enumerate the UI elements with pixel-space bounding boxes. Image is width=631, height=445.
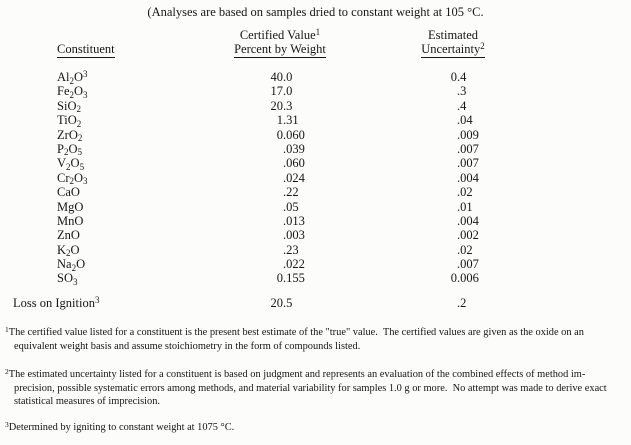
certified-value-whole: 1 <box>276 113 283 128</box>
footnote-line: $^1$The certified value listed for a constituent is the present best estimate of the "true" value. The certified values are given as the oxide on an <box>5 324 584 338</box>
certified-value-fraction: .155 <box>283 271 305 286</box>
uncertainty-fraction: .01 <box>457 199 473 214</box>
footnote-number: 3 <box>5 419 9 429</box>
table-row <box>0 243 631 257</box>
footnote-number: 1 <box>5 324 9 334</box>
certified-value-fraction: .060 <box>283 127 305 142</box>
table-row <box>0 113 631 127</box>
uncertainty-fraction: .007 <box>457 141 479 156</box>
uncertainty-whole: 0 <box>450 271 457 286</box>
column-header-estimated-uncertainty <box>378 28 528 56</box>
uncertainty-fraction: .004 <box>457 170 479 185</box>
uncertainty-fraction: .4 <box>457 98 467 113</box>
certified-value-fraction: .0 <box>283 70 293 84</box>
certified-value-fraction: .3 <box>283 98 293 113</box>
constituent-cell: $V_2O_5$ <box>57 156 85 172</box>
loss-value-fraction: .5 <box>283 296 293 310</box>
uncertainty-fraction: .007 <box>457 257 479 272</box>
uncertainty-fraction: .04 <box>457 113 473 128</box>
certified-value-whole: 17 <box>270 84 283 99</box>
uncertainty-fraction: .4 <box>457 70 467 84</box>
constituent-cell: $SO_3$ <box>57 271 78 287</box>
uncertainty-fraction: .004 <box>457 213 479 228</box>
certified-value-fraction: .05 <box>283 199 299 214</box>
certified-value-fraction: .013 <box>283 213 305 228</box>
certified-value-whole: 20 <box>270 98 283 113</box>
footnote-line: equivalent weight basis and assume stoichiometry in the form of compounds listed. <box>14 340 361 352</box>
constituent-cell: CaO <box>57 185 80 200</box>
certified-value-whole: 0 <box>276 271 283 286</box>
constituent-cell: ZrO$_2$ <box>57 127 83 144</box>
table-row <box>0 185 631 199</box>
constituent-cell: MnO <box>57 213 84 228</box>
column-header-certified-value <box>195 28 365 56</box>
constituent-cell: $Na_2O$ <box>57 257 86 273</box>
table-row <box>0 200 631 214</box>
estimated-header-line2: Uncertainty$^2$ <box>421 40 485 56</box>
loss-uncertainty-fraction: .2 <box>457 296 467 310</box>
footnote-2 <box>5 368 629 409</box>
constituent-cell: $Cr_2O_3$ <box>57 170 88 187</box>
certified-value-fraction: .31 <box>283 113 299 128</box>
loss-on-ignition-row <box>0 296 631 312</box>
estimated-header-line1: Estimated <box>428 28 478 42</box>
uncertainty-fraction: .3 <box>457 84 467 99</box>
uncertainty-fraction: .02 <box>457 185 473 200</box>
certified-value-header-line2: Percent by Weight <box>234 42 326 56</box>
constituent-cell: ZnO <box>57 228 80 243</box>
certified-value-whole: 40 <box>270 70 283 84</box>
footnote-marker-2: 2 <box>480 40 485 51</box>
table-row <box>0 142 631 156</box>
table-row <box>0 84 631 98</box>
certified-value-fraction: .060 <box>283 156 305 171</box>
certified-value-fraction: .022 <box>283 257 305 272</box>
table-row <box>0 99 631 113</box>
constituent-cell: SiO$_2$ <box>57 98 81 115</box>
footnote-line: $^2$The estimated uncertainty listed for a constituent is based on judgment and represents an evaluation of the combined effects of method im- <box>5 366 586 380</box>
footnote-3 <box>5 421 629 435</box>
loss-value-whole: 20 <box>270 296 283 310</box>
footnote-line: precision, possible systematic errors among methods, and material variability for samples 1.0 g or more. No attempt was made to derive exact <box>14 382 607 394</box>
table-row <box>0 228 631 242</box>
footnote-number: 2 <box>5 366 9 376</box>
table-row <box>0 156 631 170</box>
constituent-cell: $K_2O$ <box>57 242 80 259</box>
constituent-cell: $Al_2O^3$ <box>57 68 88 86</box>
footnote-line: statistical measures of imprecision. <box>14 396 161 408</box>
constituent-cell: $Fe_2O_3$ <box>57 84 88 100</box>
certified-value-fraction: .003 <box>283 228 305 243</box>
certified-value-fraction: .23 <box>283 242 299 257</box>
uncertainty-fraction: .002 <box>457 228 479 243</box>
certified-value-header-line1: Certified Value$^1$ <box>239 26 321 42</box>
certified-value-fraction: .024 <box>283 170 305 185</box>
loss-on-ignition-label: Loss on Ignition$^3$ <box>13 294 100 310</box>
analysis-note: (Analyses are based on samples dried to constant weight at 105 °C. <box>147 5 484 19</box>
constituent-cell: MgO <box>57 199 84 214</box>
column-header-constituent: Constituent <box>57 42 115 56</box>
uncertainty-fraction: .006 <box>457 271 479 286</box>
table-row <box>0 171 631 185</box>
certified-value-fraction: .22 <box>283 185 299 200</box>
table-row <box>0 257 631 271</box>
table-row <box>0 214 631 228</box>
footnote-line: $^3$Determined by igniting to constant weight at 1075 °C. <box>5 419 235 433</box>
uncertainty-fraction: .02 <box>457 242 473 257</box>
table-rows <box>0 70 631 286</box>
footnote-1 <box>5 326 629 353</box>
certified-value-fraction: .039 <box>283 141 305 156</box>
uncertainty-fraction: .007 <box>457 156 479 171</box>
footnote-marker-3: 3 <box>94 294 100 305</box>
footnote-marker-1: 1 <box>315 26 321 37</box>
certified-value-fraction: .0 <box>283 84 293 99</box>
constituent-cell: $P_2O_5$ <box>57 141 82 158</box>
table-row <box>0 128 631 142</box>
table-row <box>0 271 631 285</box>
uncertainty-whole: 0 <box>450 70 457 84</box>
constituent-cell: TiO$_2$ <box>57 113 82 129</box>
table-row <box>0 70 631 84</box>
uncertainty-fraction: .009 <box>457 127 479 142</box>
certified-value-whole: 0 <box>276 127 283 142</box>
